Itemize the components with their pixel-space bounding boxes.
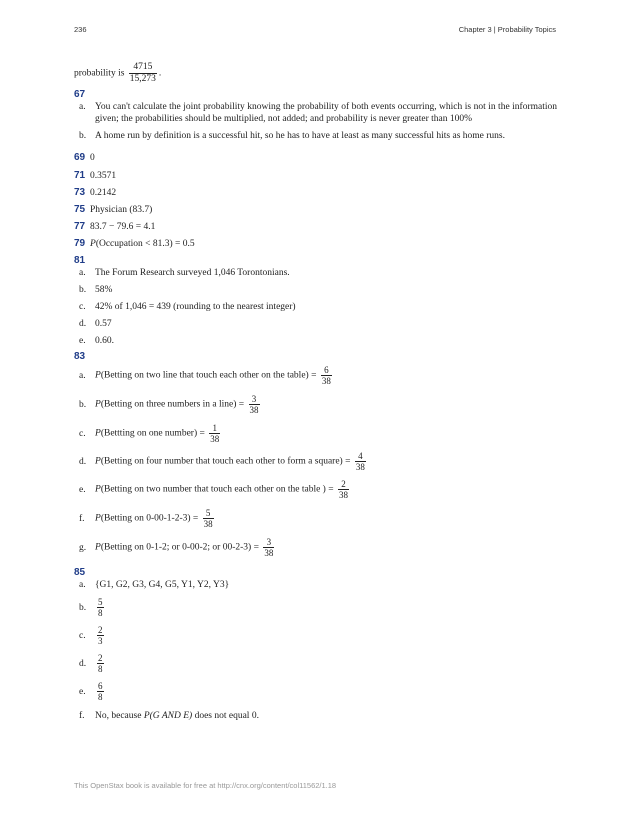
fraction — [97, 625, 104, 646]
item-text — [95, 681, 557, 702]
fraction-denominator: 38 — [355, 462, 365, 472]
event-text: (Betting on four number that touch each other to form a square) = — [100, 456, 351, 467]
fraction — [321, 365, 332, 386]
fraction — [97, 653, 104, 674]
fraction-numerator: 3 — [249, 394, 260, 405]
fraction-denominator: 38 — [203, 519, 213, 529]
exercise-number-67: 67 — [74, 89, 86, 100]
answer-83b — [74, 394, 558, 416]
answer-73 — [74, 187, 116, 199]
item-text — [95, 365, 557, 386]
exercise-number: 77 — [74, 221, 86, 232]
item-label: c. — [79, 302, 86, 312]
event-text: (Betting on three numbers in a line) = — [100, 399, 245, 410]
item-label: g. — [79, 543, 87, 553]
answer-prefix: No, because — [95, 711, 144, 721]
fraction-denominator: 8 — [98, 664, 103, 674]
item-label: b. — [79, 285, 87, 295]
item-text: 0.60. — [95, 336, 114, 346]
fraction-denominator: 38 — [321, 376, 331, 386]
intro-end: . — [158, 68, 162, 79]
fraction — [203, 508, 214, 529]
answer-text: 0 — [90, 153, 95, 163]
event-text: (Bettting on one number) = — [100, 428, 205, 439]
answer-83g — [74, 537, 558, 559]
probability-symbol: P — [95, 399, 101, 410]
item-label: a. — [79, 371, 86, 381]
answer-83d — [74, 451, 558, 473]
intro-text: probability is — [74, 68, 125, 79]
answer-85e — [74, 681, 558, 703]
probability-symbol: P — [90, 239, 96, 249]
fraction — [209, 423, 220, 444]
answer-75 — [74, 204, 152, 216]
item-label: e. — [79, 687, 86, 697]
item-text: 58% — [95, 285, 113, 295]
probability-symbol: P — [95, 484, 101, 495]
answer-85b — [74, 597, 558, 619]
item-text: You can't calculate the joint probability knowing the probability of both events occurring, which is not in the information given; the probabilities should be multiplied, not added; and probability is never greater than 100% — [95, 102, 557, 124]
item-text — [95, 451, 557, 472]
answer-85d — [74, 653, 558, 675]
fraction-numerator: 6 — [321, 365, 332, 376]
event-text: (Betting on two number that touch each other on the table ) = — [100, 484, 334, 495]
answer-69 — [74, 152, 95, 164]
fraction-denominator: 38 — [338, 490, 348, 500]
exercise-number: 73 — [74, 187, 86, 198]
item-label: c. — [79, 429, 86, 439]
fraction — [338, 479, 349, 500]
fraction-numerator: 1 — [209, 423, 220, 434]
answer-83a — [74, 365, 558, 387]
fraction — [263, 537, 274, 558]
item-text — [95, 710, 557, 722]
probability-symbol: P — [95, 428, 101, 439]
fraction — [97, 597, 104, 618]
fraction-numerator: 3 — [263, 537, 274, 548]
item-text — [95, 479, 557, 500]
fraction-numerator: 2 — [338, 479, 349, 490]
answer-text: (Occupation < 81.3) = 0.5 — [95, 239, 195, 249]
item-text — [95, 537, 557, 558]
answer-83f — [74, 508, 558, 530]
exercise-number: 71 — [74, 170, 86, 181]
fraction — [97, 681, 104, 702]
exercise-number: 69 — [74, 152, 86, 163]
exercise-number: 79 — [74, 238, 86, 249]
item-label: a. — [79, 268, 86, 278]
fraction-numerator: 2 — [98, 625, 103, 635]
answer-83e — [74, 479, 558, 501]
exercise-number-83: 83 — [74, 351, 86, 362]
fraction-denominator: 38 — [210, 434, 220, 444]
item-text: 0.57 — [95, 319, 112, 329]
fraction-denominator: 38 — [264, 548, 274, 558]
chapter-title: Chapter 3 | Probability Topics — [458, 25, 556, 34]
fraction-denominator: 8 — [98, 692, 103, 702]
intro-fraction — [129, 62, 157, 85]
item-label: b. — [79, 131, 87, 141]
intro-line — [74, 62, 161, 85]
item-label: c. — [79, 631, 86, 641]
answer-79 — [74, 238, 195, 250]
fraction — [249, 394, 260, 415]
event-text: (Betting on two line that touch each other on the table) = — [100, 370, 317, 381]
probability-symbol: P — [95, 370, 101, 381]
answer-suffix: does not equal 0. — [192, 711, 259, 721]
exercise-number: 75 — [74, 204, 86, 215]
answer-text: 83.7 − 79.6 = 4.1 — [90, 222, 156, 232]
footer-note: This OpenStax book is available for free at http://cnx.org/content/col11562/1.18 — [74, 781, 337, 790]
exercise-number-81: 81 — [74, 255, 86, 266]
page-number: 236 — [74, 25, 87, 34]
item-text — [95, 423, 557, 444]
fraction-numerator: 5 — [203, 508, 214, 519]
fraction-numerator: 2 — [98, 653, 103, 663]
event-text: (Betting on 0-00-1-2-3) = — [100, 513, 199, 524]
fraction-denominator: 8 — [98, 608, 103, 618]
answer-text: 0.2142 — [90, 188, 117, 198]
fraction-denominator: 38 — [249, 405, 259, 415]
answer-83c — [74, 423, 558, 445]
probability-expression: P(G AND E) — [143, 711, 193, 721]
item-label: f. — [79, 514, 85, 524]
item-text — [95, 394, 557, 415]
fraction-denominator: 3 — [98, 636, 103, 646]
answer-85c — [74, 625, 558, 647]
probability-symbol: P — [95, 456, 101, 467]
fraction — [355, 451, 366, 472]
sample-space-text: {G1, G2, G3, G4, G5, Y1, Y2, Y3} — [95, 580, 230, 590]
exercise-number-85: 85 — [74, 567, 86, 578]
item-label: d. — [79, 457, 87, 467]
item-label: a. — [79, 102, 86, 112]
probability-symbol: P — [95, 513, 101, 524]
item-label: d. — [79, 659, 87, 669]
item-label: e. — [79, 485, 86, 495]
item-label: e. — [79, 336, 86, 346]
probability-symbol: P — [95, 542, 101, 553]
fraction-denominator: 15,273 — [129, 74, 156, 84]
item-text — [95, 508, 557, 529]
item-text: 42% of 1,046 = 439 (rounding to the nearest integer) — [95, 302, 296, 312]
answer-77 — [74, 221, 155, 233]
event-text: (Betting on 0-1-2; or 0-00-2; or 00-2-3) = — [100, 542, 259, 553]
item-text — [95, 625, 557, 646]
fraction-numerator: 6 — [98, 681, 103, 691]
item-label: d. — [79, 319, 87, 329]
fraction-numerator: 5 — [98, 597, 103, 607]
answer-text: Physician (83.7) — [90, 205, 153, 215]
fraction-numerator: 4715 — [129, 62, 157, 74]
item-label: a. — [79, 580, 86, 590]
item-label: f. — [79, 711, 85, 721]
item-text: A home run by definition is a successful hit, so he has to have at least as many successful hits as home runs. — [95, 131, 506, 141]
item-label: b. — [79, 603, 87, 613]
fraction-numerator: 4 — [355, 451, 366, 462]
item-text — [95, 597, 557, 618]
item-text — [95, 653, 557, 674]
item-text: The Forum Research surveyed 1,046 Torontonians. — [95, 268, 290, 278]
answer-71 — [74, 170, 116, 182]
item-label: b. — [79, 400, 87, 410]
answer-text: 0.3571 — [90, 171, 117, 181]
